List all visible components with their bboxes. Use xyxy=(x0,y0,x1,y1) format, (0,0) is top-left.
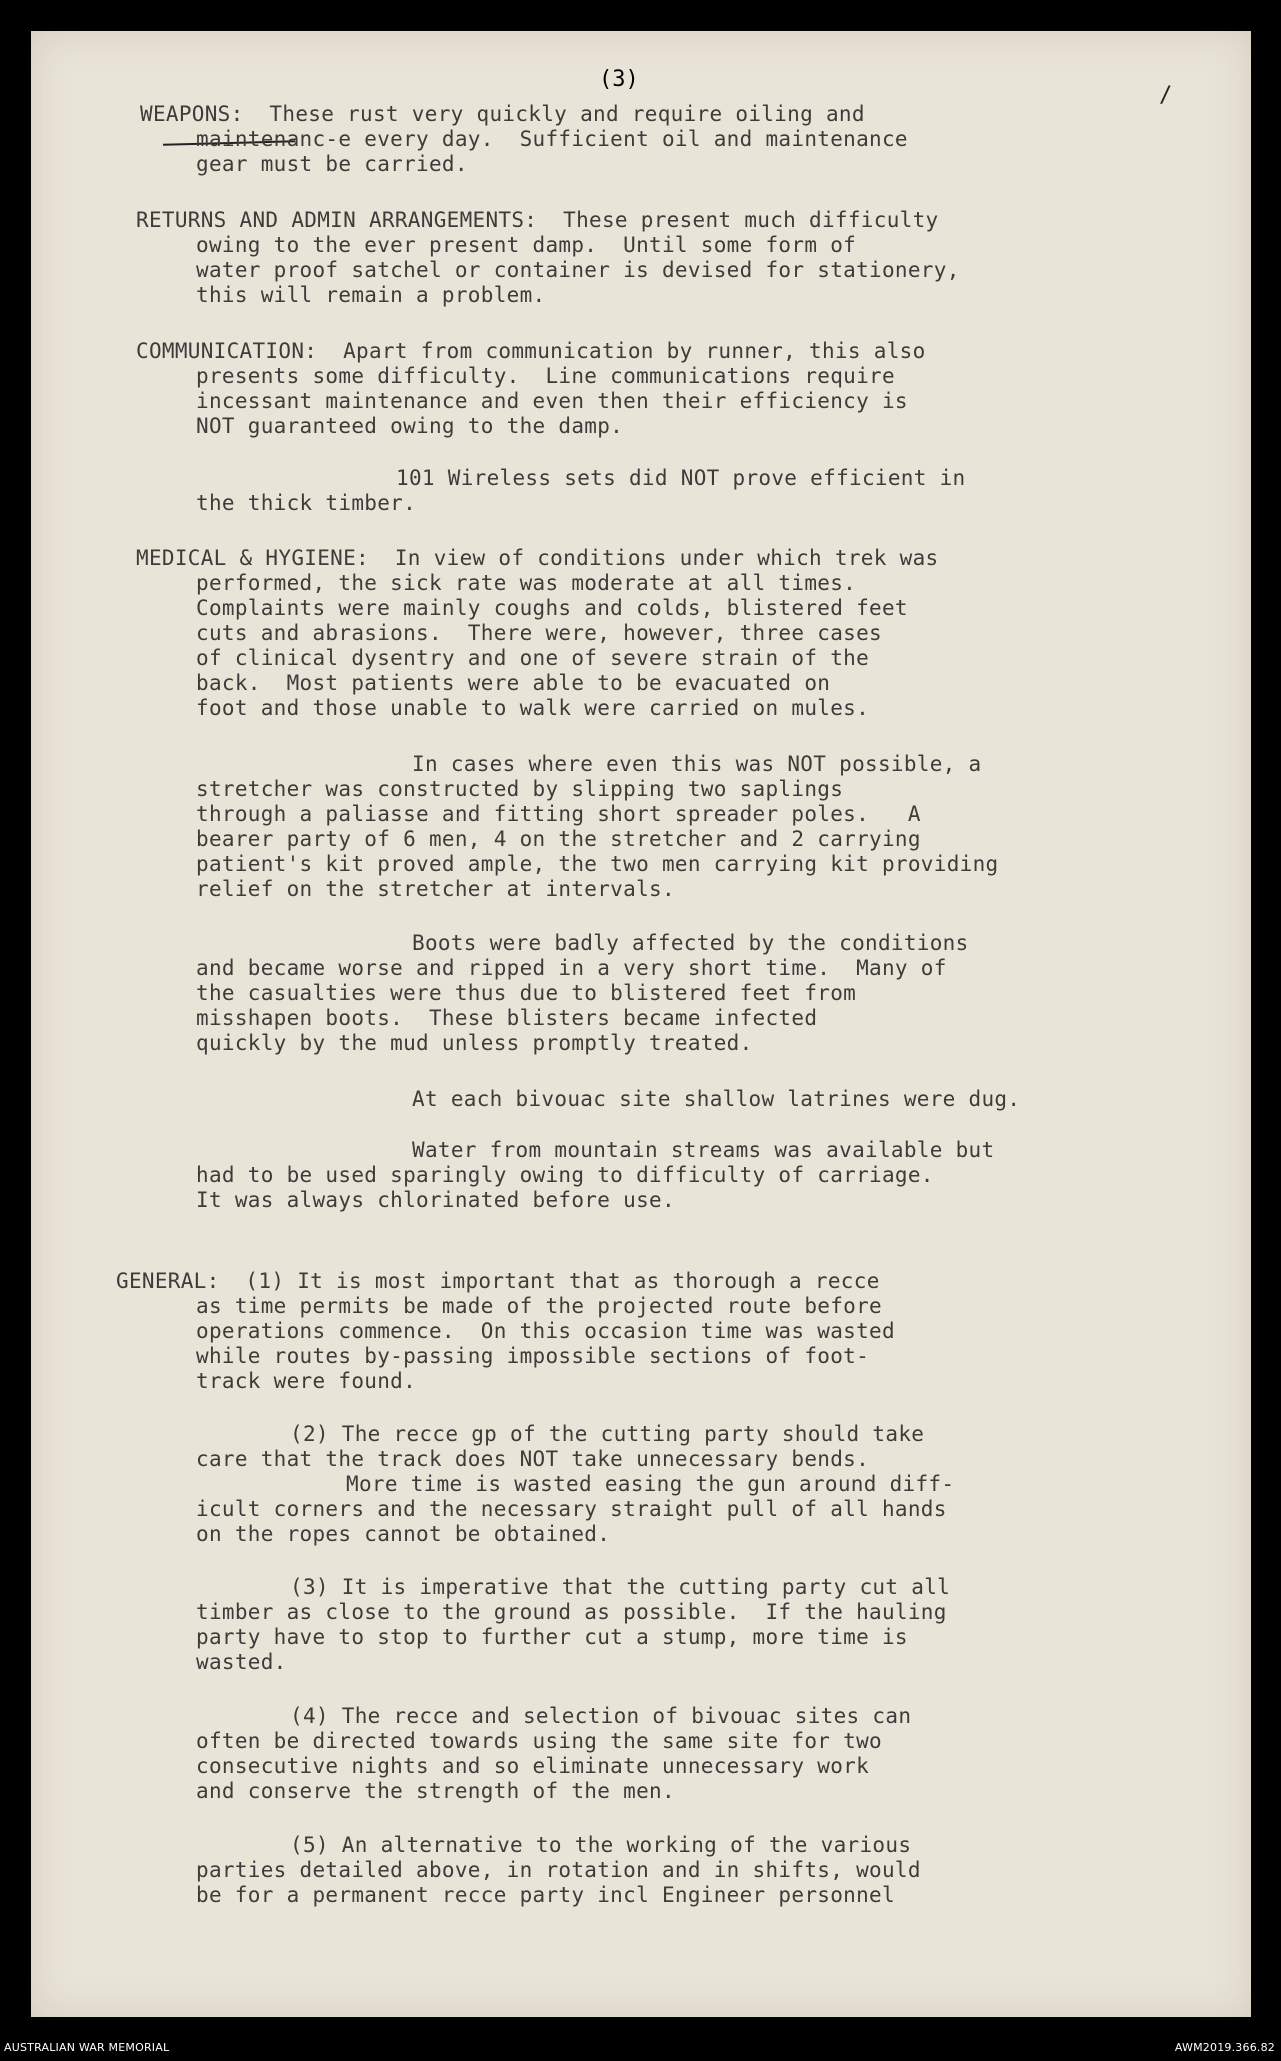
text-line: owing to the ever present damp. Until some form of xyxy=(196,233,857,257)
text-line: MEDICAL & HYGIENE: In view of conditions under which trek was xyxy=(136,546,939,570)
text-line: 101 Wireless sets did NOT prove efficient in xyxy=(396,466,966,490)
text-line: bearer party of 6 men, 4 on the stretcher and 2 carrying xyxy=(196,827,921,851)
text-line: relief on the stretcher at intervals. xyxy=(196,877,675,901)
text-line: through a paliasse and fitting short spreader poles. A xyxy=(196,802,921,826)
text-line: water proof satchel or container is devised for stationery, xyxy=(196,258,960,282)
text-line: COMMUNICATION: Apart from communication by runner, this also xyxy=(136,339,926,363)
text-line: and became worse and ripped in a very short time. Many of xyxy=(196,956,947,980)
typed-body-text xyxy=(31,31,1251,2017)
text-line: icult corners and the necessary straight pull of all hands xyxy=(196,1497,947,1521)
text-line: Water from mountain streams was available but xyxy=(412,1138,995,1162)
text-line: foot and those unable to walk were carried on mules. xyxy=(196,696,870,720)
text-line: stretcher was constructed by slipping two saplings xyxy=(196,777,844,801)
text-line: GENERAL: (1) It is most important that as thorough a recce xyxy=(116,1269,880,1293)
text-line: performed, the sick rate was moderate at all times. xyxy=(196,571,857,595)
text-line: care that the track does NOT take unnecessary bends. xyxy=(196,1447,870,1471)
text-line: and conserve the strength of the men. xyxy=(196,1779,675,1803)
text-line: quickly by the mud unless promptly treated. xyxy=(196,1031,753,1055)
text-line: gear must be carried. xyxy=(196,152,468,176)
text-line: operations commence. On this occasion time was wasted xyxy=(196,1319,895,1343)
text-line: In cases where even this was NOT possible, a xyxy=(412,752,982,776)
text-line: More time is wasted easing the gun around diff- xyxy=(346,1472,955,1496)
text-line: had to be used sparingly owing to difficulty of carriage. xyxy=(196,1163,934,1187)
page-number: (3) xyxy=(599,67,639,92)
text-line: while routes by-passing impossible sections of foot- xyxy=(196,1344,870,1368)
margin-mark: / xyxy=(1159,83,1173,108)
archive-reference: AWM2019.366.82 xyxy=(1174,2041,1275,2054)
text-line: this will remain a problem. xyxy=(196,283,546,307)
text-line: the thick timber. xyxy=(196,491,417,515)
text-line: maintenanc-e every day. Sufficient oil and maintenance xyxy=(196,127,908,151)
text-line: timber as close to the ground as possible. If the hauling xyxy=(196,1600,947,1624)
text-line: parties detailed above, in rotation and in shifts, would xyxy=(196,1858,921,1882)
text-line: RETURNS AND ADMIN ARRANGEMENTS: These present much difficulty xyxy=(136,208,939,232)
text-line: on the ropes cannot be obtained. xyxy=(196,1522,611,1546)
text-line: WEAPONS: These rust very quickly and require oiling and xyxy=(140,102,865,126)
text-line: patient's kit proved ample, the two men carrying kit providing xyxy=(196,852,999,876)
text-line: Complaints were mainly coughs and colds, blistered feet xyxy=(196,596,908,620)
text-line: of clinical dysentry and one of severe strain of the xyxy=(196,646,870,670)
document-page xyxy=(31,31,1251,2017)
text-line: (2) The recce gp of the cutting party should take xyxy=(290,1422,925,1446)
text-line: incessant maintenance and even then their efficiency is xyxy=(196,389,908,413)
text-line: track were found. xyxy=(196,1369,417,1393)
text-line: misshapen boots. These blisters became infected xyxy=(196,1006,818,1030)
text-line: NOT guaranteed owing to the damp. xyxy=(196,414,624,438)
text-line: At each bivouac site shallow latrines were dug. xyxy=(412,1087,1021,1111)
text-line: Boots were badly affected by the conditions xyxy=(412,931,969,955)
text-line: (3) It is imperative that the cutting party cut all xyxy=(290,1575,951,1599)
text-line: as time permits be made of the projected route before xyxy=(196,1294,882,1318)
text-line: (5) An alternative to the working of the various xyxy=(290,1833,912,1857)
text-line: (4) The recce and selection of bivouac sites can xyxy=(290,1704,912,1728)
archive-credit: AUSTRALIAN WAR MEMORIAL xyxy=(4,2041,170,2054)
text-line: wasted. xyxy=(196,1650,287,1674)
text-line: the casualties were thus due to blistered feet from xyxy=(196,981,857,1005)
text-line: be for a permanent recce party incl Engineer personnel xyxy=(196,1883,895,1907)
text-line: often be directed towards using the same site for two xyxy=(196,1729,882,1753)
text-line: It was always chlorinated before use. xyxy=(196,1188,675,1212)
text-line: cuts and abrasions. There were, however, three cases xyxy=(196,621,882,645)
text-line: consecutive nights and so eliminate unnecessary work xyxy=(196,1754,870,1778)
text-line: presents some difficulty. Line communications require xyxy=(196,364,895,388)
text-line: party have to stop to further cut a stump, more time is xyxy=(196,1625,908,1649)
text-line: back. Most patients were able to be evacuated on xyxy=(196,671,831,695)
